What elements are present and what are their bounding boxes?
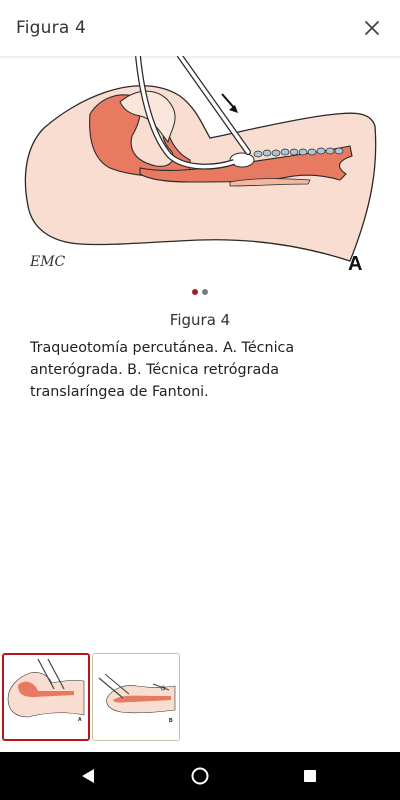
- close-icon: [364, 20, 380, 36]
- thumbnail-b-image: [93, 654, 179, 740]
- app-header: [0, 0, 400, 56]
- home-icon: [190, 766, 210, 786]
- back-button[interactable]: [74, 762, 102, 790]
- figure-image[interactable]: [20, 56, 380, 278]
- image-pager: [0, 289, 400, 295]
- figure-caption: Traqueotomía percutánea. A. Técnica anterógrada. B. Técnica retrógrada translaríngea de Fantoni.: [30, 340, 295, 400]
- recents-icon: [302, 768, 318, 784]
- thumbnail-a-letter: A: [78, 717, 82, 723]
- panel-letter: A: [348, 253, 363, 275]
- pager-dot-1[interactable]: [192, 289, 198, 295]
- close-button[interactable]: [356, 12, 388, 44]
- system-nav-bar: [0, 752, 400, 800]
- thumbnail-a-image: [4, 655, 88, 739]
- tracheotomy-illustration: [20, 56, 380, 278]
- thumbnail-a[interactable]: [2, 653, 90, 741]
- back-icon: [79, 767, 97, 785]
- page-title: Figura 4: [16, 18, 87, 38]
- home-button[interactable]: [186, 762, 214, 790]
- thumbnail-b-letter: B: [169, 718, 173, 724]
- recents-button[interactable]: [296, 762, 324, 790]
- emc-watermark: EMC: [30, 254, 66, 270]
- thumbnail-b[interactable]: [92, 653, 180, 741]
- figure-label: Figura 4: [169, 311, 231, 329]
- pager-dot-2[interactable]: [202, 289, 208, 295]
